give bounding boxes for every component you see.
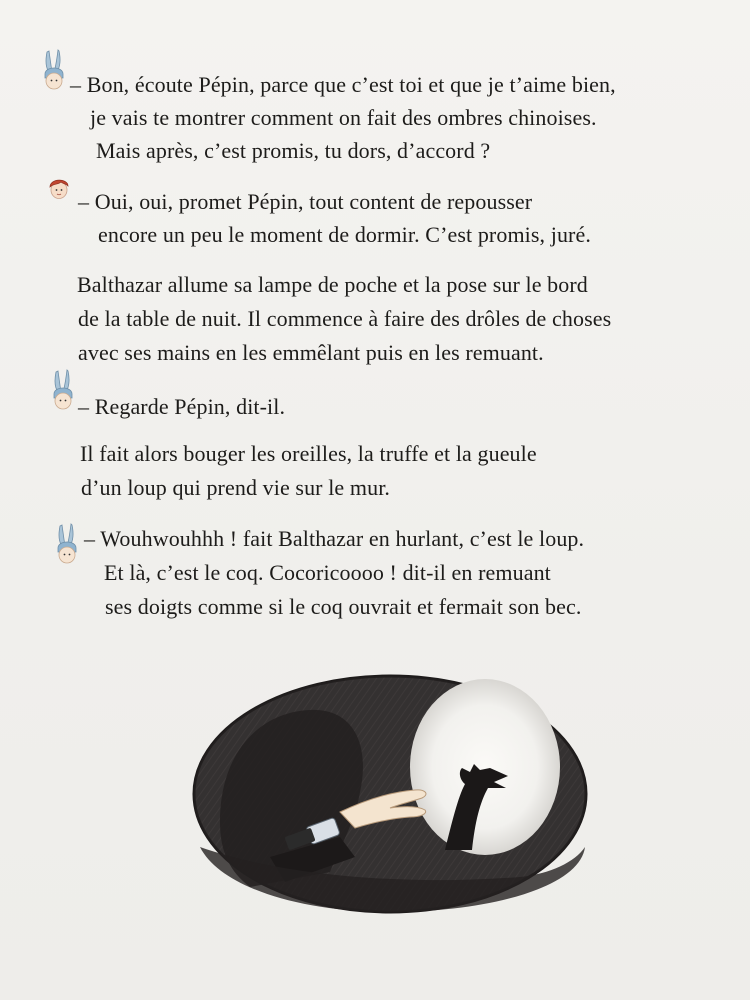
narration-line: Il fait alors bouger les oreilles, la truffe et la gueule xyxy=(80,441,537,466)
balthazar-avatar-icon xyxy=(49,368,77,414)
dialogue-line: – Regarde Pépin, dit-il. xyxy=(78,394,286,419)
balthazar-avatar-icon xyxy=(40,48,68,94)
narration-line: avec ses mains en les emmêlant puis en les remuant. xyxy=(78,340,544,365)
dialogue-line: je vais te montrer comment on fait des ombres chinoises. xyxy=(90,105,597,130)
pepin-avatar-icon xyxy=(45,172,73,206)
dialogue-line: Et là, c’est le coq. Cocoricoooo ! dit-il en remuant xyxy=(104,560,551,585)
narration-line: Balthazar allume sa lampe de poche et la pose sur le bord xyxy=(77,272,588,297)
dialogue-line: – Bon, écoute Pépin, parce que c’est toi et que je t’aime bien, xyxy=(70,72,616,97)
narration-line: d’un loup qui prend vie sur le mur. xyxy=(81,475,391,500)
dialogue-line: Mais après, c’est promis, tu dors, d’accord ? xyxy=(96,138,491,163)
narration-line: de la table de nuit. Il commence à faire des drôles de choses xyxy=(78,306,612,331)
balthazar-avatar-icon xyxy=(53,522,81,568)
dialogue-line: – Oui, oui, promet Pépin, tout content de repousser xyxy=(78,189,533,214)
dialogue-line: ses doigts comme si le coq ouvrait et fermait son bec. xyxy=(105,594,582,619)
dialogue-line: encore un peu le moment de dormir. C’est promis, juré. xyxy=(98,222,591,247)
dialogue-line: – Wouhwouhhh ! fait Balthazar en hurlant, c’est le loup. xyxy=(84,526,585,551)
shadow-puppet-illustration xyxy=(190,672,590,917)
